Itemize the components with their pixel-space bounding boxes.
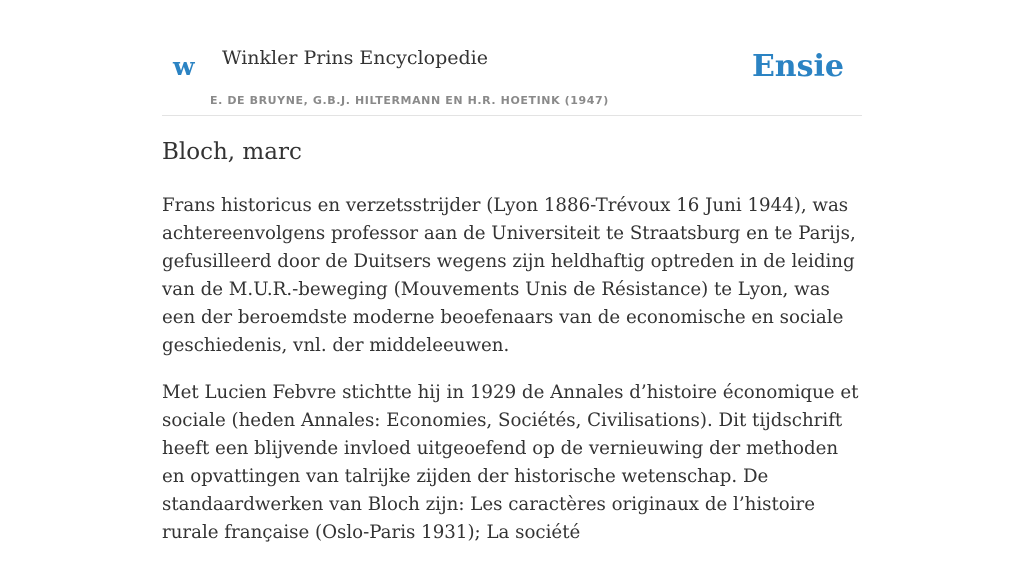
ensie-logo[interactable]: Ensie (751, 49, 844, 84)
winkler-prins-logo[interactable]: w (173, 52, 195, 81)
entry-paragraph: Met Lucien Febvre stichtte hij in 1929 de Annales d’histoire économique et sociale (heden Annales: Economies, Sociétés, Civilisations). Dit tijdschrift heeft een blijvende invloed uitgeoefend op de vernieuwing der methoden en opvattingen van talrijke zijden der historische wetenschap. De standaardwerken van Bloch zijn: Les caractères originaux de l’histoire rurale française (Oslo-Paris 1931); La société (162, 382, 859, 543)
source-title-link[interactable]: Winkler Prins Encyclopedie (222, 47, 488, 69)
source-authors: E. DE BRUYNE, G.B.J. HILTERMANN EN H.R. HOETINK (1947) (210, 94, 609, 107)
source-header (162, 40, 862, 116)
entry-paragraph: Frans historicus en verzetsstrijder (Lyon 1886-Trévoux 16 Juni 1944), was achtereenvolgens professor aan de Universiteit te Straatsburg en te Parijs, gefusilleerd door de Duitsers wegens zijn heldhaftig optreden in de leiding van de M.U.R.-beweging (Mouvements Unis de Résistance) te Lyon, was een der beroemdste moderne beoefenaars van de economische en sociale geschiedenis, vnl. der middeleeuwen. (162, 195, 856, 356)
entry-body (162, 192, 866, 566)
entry-title: Bloch, marc (162, 139, 302, 165)
